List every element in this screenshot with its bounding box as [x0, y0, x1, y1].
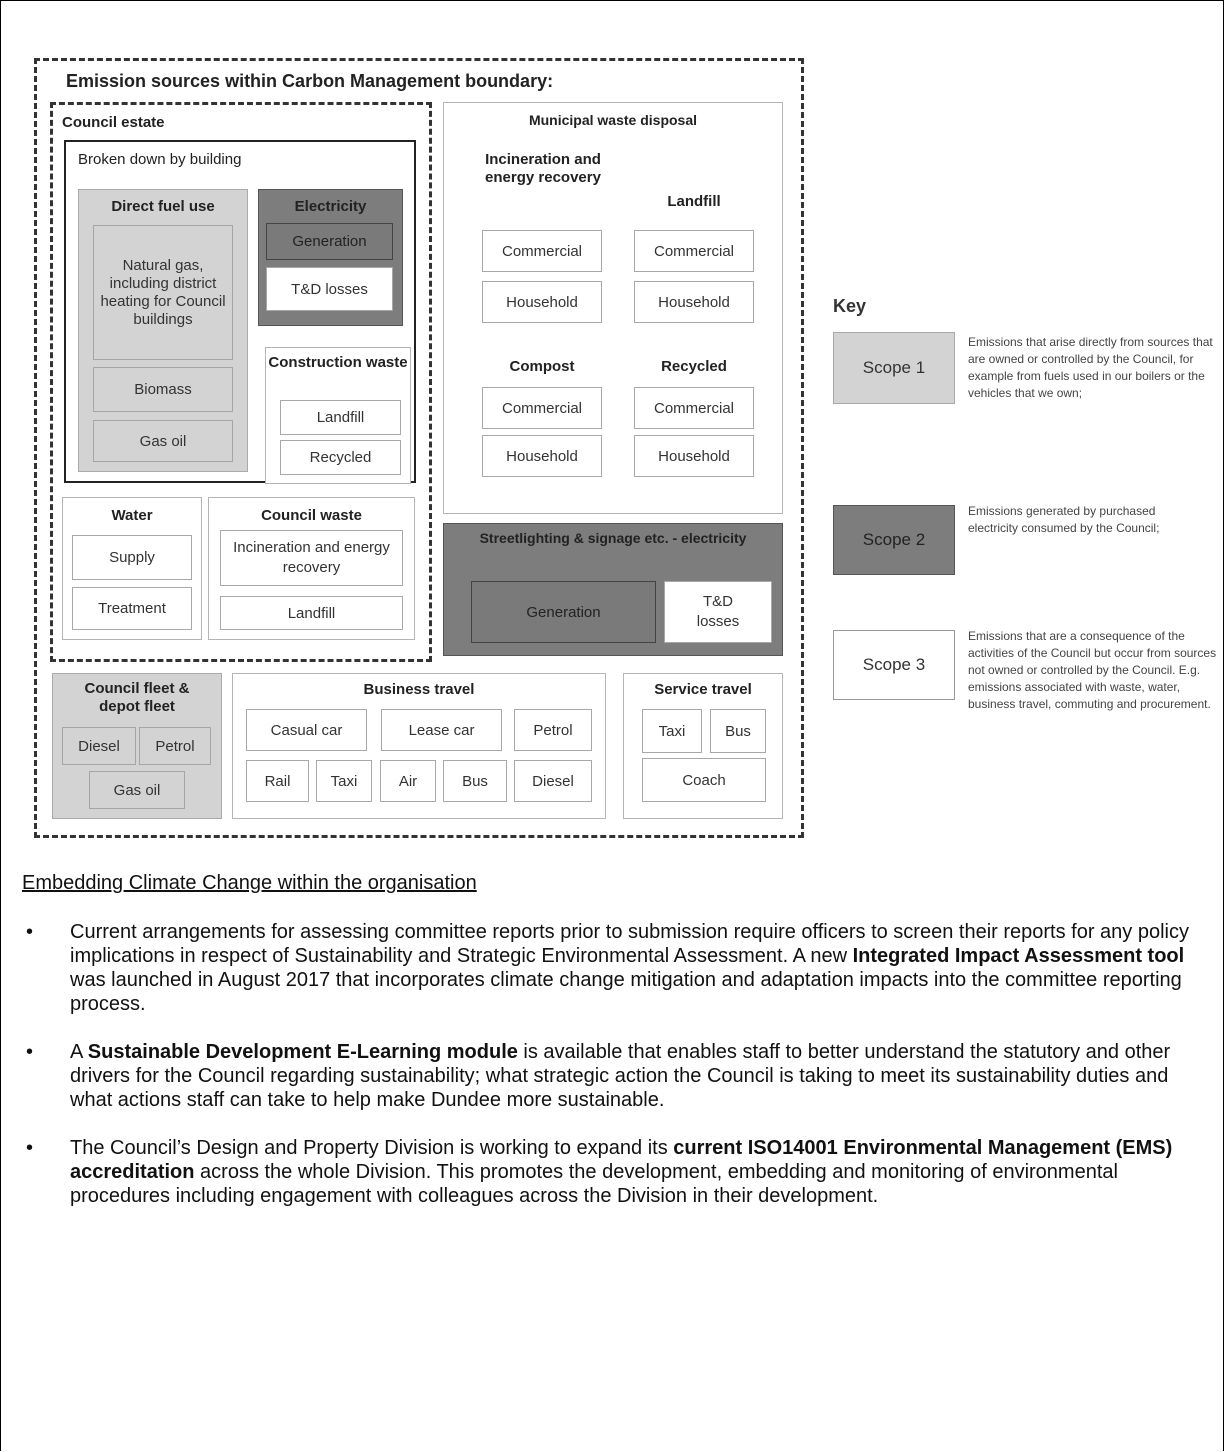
fleet-diesel: Diesel [62, 727, 136, 765]
landfill-commercial: Commercial [634, 230, 754, 272]
compost-title: Compost [509, 358, 575, 375]
construction-waste-title: Construction waste [268, 354, 408, 371]
compost-commercial: Commercial [482, 387, 602, 429]
fleet-gas-oil: Gas oil [89, 771, 185, 809]
construction-recycled: Recycled [280, 440, 401, 475]
landfill-household: Household [634, 281, 754, 323]
streetlighting-title: Streetlighting & signage etc. - electricity [479, 530, 747, 546]
service-taxi: Taxi [642, 709, 702, 753]
travel-petrol: Petrol [514, 709, 592, 751]
electricity-td-losses: T&D losses [266, 267, 393, 311]
recycled-title: Recycled [661, 358, 727, 375]
electricity-generation: Generation [266, 223, 393, 260]
incineration-commercial: Commercial [482, 230, 602, 272]
construction-landfill: Landfill [280, 400, 401, 435]
scope1-description: Emissions that arise directly from sources that are owned or controlled by the Council, for example from fuels used in our boilers or the vehicles that we own; [968, 335, 1213, 400]
incineration-household: Household [482, 281, 602, 323]
municipal-waste-title: Municipal waste disposal [528, 112, 698, 128]
streetlighting-td-losses: T&D losses [664, 581, 772, 643]
municipal-incineration-title: Incineration and energy recovery [485, 151, 601, 186]
water-title: Water [111, 507, 153, 524]
business-travel-title: Business travel [363, 681, 475, 698]
direct-fuel-title: Direct fuel use [111, 198, 215, 215]
travel-air: Air [380, 760, 436, 802]
service-travel-title: Service travel [654, 681, 752, 698]
fuel-natural-gas: Natural gas, including district heating for Council buildings [93, 225, 233, 360]
service-coach: Coach [642, 758, 766, 802]
fleet-title: Council fleet & depot fleet [84, 680, 190, 715]
travel-diesel: Diesel [514, 760, 592, 802]
travel-bus: Bus [443, 760, 507, 802]
water-supply: Supply [72, 535, 192, 580]
scope3-description: Emissions that are a consequence of the activities of the Council but occur from sources not owned or controlled by the Council. E.g. emissions associated with waste, water, business travel, commuting and procurement. [968, 629, 1217, 711]
bullet-item-elearning: • A Sustainable Development E-Learning module is available that enables staff to better understand the statutory and other drivers for the Council regarding sustainability; what strategic action the Council is taking to meet its sustainability duties and what actions staff can take to help make Dundee more sustainable. [22, 1040, 1212, 1112]
scope3-swatch: Scope 3 [833, 630, 955, 700]
bullet-item-iso14001: • The Council’s Design and Property Division is working to expand its current ISO14001 Environmental Management (EMS) accreditation across the whole Division. This promotes the development, embedding and monitoring of environmental procedures including engagement with colleagues across the Division in their development. [22, 1136, 1212, 1208]
fuel-gas-oil: Gas oil [93, 420, 233, 462]
travel-rail: Rail [246, 760, 309, 802]
travel-taxi: Taxi [316, 760, 372, 802]
recycled-household: Household [634, 435, 754, 477]
key-title: Key [833, 296, 867, 316]
scope1-swatch: Scope 1 [833, 332, 955, 404]
travel-lease-car: Lease car [381, 709, 502, 751]
electricity-title: Electricity [294, 198, 367, 215]
council-waste-landfill: Landfill [220, 596, 403, 630]
fleet-petrol: Petrol [139, 727, 211, 765]
diagram-title: Emission sources within Carbon Management boundary: [66, 71, 554, 91]
section-heading: Embedding Climate Change within the organisation [22, 872, 477, 894]
council-estate-title: Council estate [62, 114, 165, 131]
water-treatment: Treatment [72, 587, 192, 630]
bullet-list [22, 920, 1212, 1232]
fuel-biomass: Biomass [93, 367, 233, 412]
scope2-swatch: Scope 2 [833, 505, 955, 575]
building-label: Broken down by building [78, 151, 242, 168]
council-waste-incineration: Incineration and energy recovery [220, 530, 403, 586]
recycled-commercial: Commercial [634, 387, 754, 429]
service-bus: Bus [710, 709, 766, 753]
streetlighting-generation: Generation [471, 581, 656, 643]
compost-household: Household [482, 435, 602, 477]
bullet-item-impact-assessment: • Current arrangements for assessing committee reports prior to submission require officers to screen their reports for any policy implications in respect of Sustainability and Strategic Environmental Assessment. A new Integrated Impact Assessment tool was launched in August 2017 that incorporates climate change mitigation and adaptation impacts into the committee reporting process. [22, 920, 1212, 1016]
municipal-landfill-title: Landfill [667, 193, 721, 210]
council-waste-title: Council waste [261, 507, 362, 524]
scope2-description: Emissions generated by purchased electricity consumed by the Council; [968, 504, 1160, 535]
travel-casual-car: Casual car [246, 709, 367, 751]
